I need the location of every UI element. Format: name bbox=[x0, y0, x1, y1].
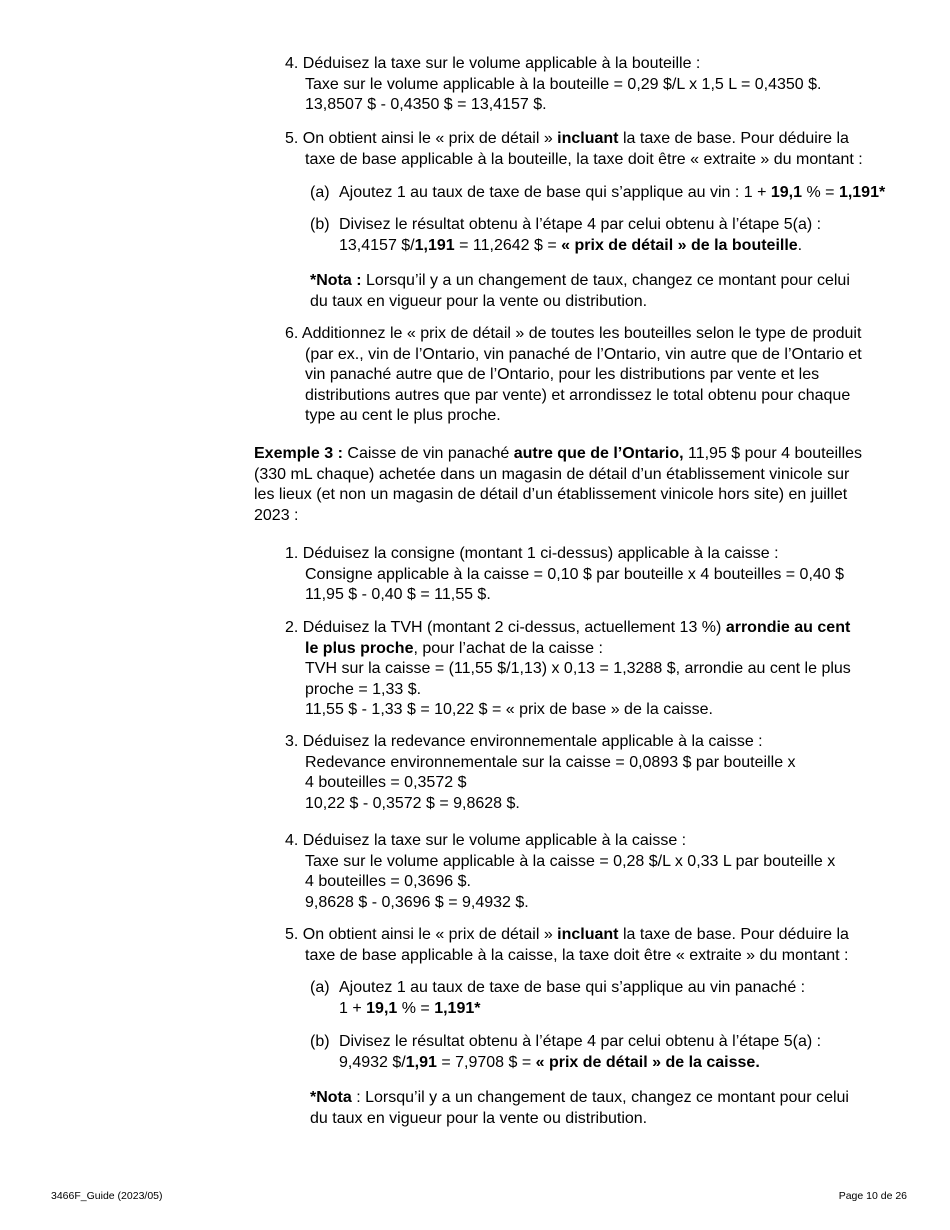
page-number-footer: Page 10 de 26 bbox=[838, 1190, 907, 1202]
step-6: 6. Additionnez le « prix de détail » de toutes les bouteilles selon le type de produit (par ex., vin de l’Ontario, vin panaché de l’Ontario, vin autre que de l’Ontario et vin panaché autre que de l’Ontario, pour les distributions par vente et les distributions autres que par vente) et arrondissez le total obtenu pour chaque type au cent le plus proche. bbox=[285, 325, 862, 424]
example-3-heading: Exemple 3 : Caisse de vin panaché autre que de l’Ontario, 11,95 $ pour 4 bouteilles (330 mL chaque) achetée dans un magasin de détail d’un établissement vinicole sur les lieux (et non un magasin de détail d’un établissement vinicole hors site) en juillet 2023 : bbox=[254, 445, 863, 524]
ex3-step-5: 5. On obtient ainsi le « prix de détail » incluant la taxe de base. Pour déduire la taxe de base applicable à la caisse, la taxe doit être « extraite » du montant : bbox=[285, 926, 849, 964]
step-5-bottle: 5. On obtient ainsi le « prix de détail » incluant la taxe de base. Pour déduire la taxe de base applicable à la bouteille, la taxe doit être « extraite » du montant : bbox=[285, 130, 863, 168]
step-5a-bottle: (a) Ajoutez 1 au taux de taxe de base qui s’applique au vin : 1 + 19,1 % = 1,191* bbox=[310, 184, 886, 201]
rate-change-note-1: *Nota : Lorsqu’il y a un changement de taux, changez ce montant pour celui du taux en vigueur pour la vente ou distribution. bbox=[310, 272, 850, 310]
form-id-footer: 3466F_Guide (2023/05) bbox=[51, 1190, 163, 1202]
rate-change-note-2: *Nota : Lorsqu’il y a un changement de taux, changez ce montant pour celui du taux en vigueur pour la vente ou distribution. bbox=[310, 1089, 849, 1127]
step-5b-bottle: (b) Divisez le résultat obtenu à l’étape 4 par celui obtenu à l’étape 5(a) : 13,4157 $/1,191 = 11,2642 $ = « prix de détail » de la bouteille. bbox=[310, 216, 822, 254]
ex3-step-5b: (b) Divisez le résultat obtenu à l’étape 4 par celui obtenu à l’étape 5(a) : 9,4932 $/1,91 = 7,9708 $ = « prix de détail » de la caisse. bbox=[310, 1033, 822, 1071]
ex3-step-2: 2. Déduisez la TVH (montant 2 ci-dessus, actuellement 13 %) arrondie au cent le plus proche, pour l’achat de la caisse : TVH sur la caisse = (11,55 $/1,13) x 0,13 = 1,3288 $, arrondie au cent le plus proche = 1,33 $. 11,55 $ - 1,33 $ = 10,22 $ = « prix de base » de la caisse. bbox=[285, 619, 851, 718]
ex3-step-5a: (a) Ajoutez 1 au taux de taxe de base qui s’applique au vin panaché : 1 + 19,1 % = 1,191* bbox=[310, 979, 806, 1017]
ex3-step-1: 1. Déduisez la consigne (montant 1 ci-dessus) applicable à la caisse : Consigne applicable à la caisse = 0,10 $ par bouteille x 4 bouteilles = 0,40 $ 11,95 $ - 0,40 $ = 11,55 $. bbox=[285, 545, 845, 603]
ex3-step-4: 4. Déduisez la taxe sur le volume applicable à la caisse : Taxe sur le volume applicable à la caisse = 0,28 $/L x 0,33 L par bouteille x 4 bouteilles = 0,3696 $. 9,8628 $ - 0,3696 $ = 9,4932 $. bbox=[285, 832, 836, 911]
ex3-step-3: 3. Déduisez la redevance environnementale applicable à la caisse : Redevance environnementale sur la caisse = 0,0893 $ par bouteille x 4 bouteilles = 0,3572 $ 10,22 $ - 0,3572 $ = 9,8628 $. bbox=[285, 733, 796, 812]
step-4-bottle: 4. Déduisez la taxe sur le volume applicable à la bouteille : Taxe sur le volume applicable à la bouteille = 0,29 $/L x 1,5 L = 0,4350 $. 13,8507 $ - 0,4350 $ = 13,4157 $. bbox=[285, 55, 822, 113]
